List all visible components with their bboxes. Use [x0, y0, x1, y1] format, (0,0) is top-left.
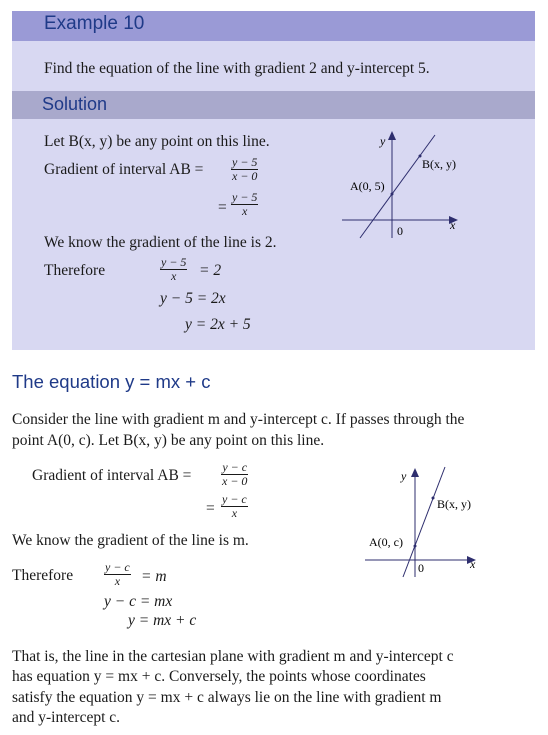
conclusion-line-4: and y-intercept c.: [12, 709, 121, 726]
solution-title: Solution: [42, 94, 108, 114]
section-y-axis-label: y: [401, 469, 407, 483]
section-x-axis-label: x: [470, 557, 476, 571]
section-y-axis-arrow-icon: [411, 468, 419, 477]
section-fraction-3-numerator: y − c: [105, 560, 130, 574]
fraction-1-numerator: y − 5: [232, 155, 258, 169]
example-problem: Find the equation of the line with gradient 2 and y-intercept 5.: [44, 60, 430, 77]
section-fraction-1: [221, 461, 248, 488]
section-point-b: [432, 497, 435, 500]
point-b-label: B(x, y): [422, 157, 456, 171]
fraction-3: [160, 256, 187, 283]
y-axis-arrow-icon: [388, 131, 396, 140]
conclusion-line-2: has equation y = mx + c. Conversely, the points whose coordinates: [12, 668, 426, 685]
fraction-2: [231, 191, 258, 218]
therefore-label: Therefore: [44, 262, 106, 279]
section-known-gradient: We know the gradient of the line is m.: [12, 532, 249, 549]
solution-line-1: Let B(x, y) be any point on this line.: [44, 133, 270, 150]
section-therefore-label: Therefore: [12, 567, 74, 584]
y-axis-label: y: [380, 134, 386, 148]
fraction-3-numerator: y − 5: [161, 255, 187, 269]
section-fraction-3: [104, 561, 131, 588]
example-title: Example 10: [44, 13, 145, 34]
section-graph: [365, 462, 495, 582]
section-fraction-2-numerator: y − c: [222, 492, 247, 506]
section-paragraph-line-1: Consider the line with gradient m and y-intercept c. If passes through the: [12, 411, 465, 428]
section-equals-sign: =: [206, 500, 215, 517]
equation-step-2: y − 5 = 2x: [160, 290, 226, 307]
section-fraction-1-numerator: y − c: [222, 460, 248, 474]
conclusion-line-1: That is, the line in the cartesian plane with gradient m and y-intercept c: [12, 648, 454, 665]
fraction-1-denominator: x − 0: [232, 169, 258, 183]
section-gradient-label: Gradient of interval AB =: [32, 467, 192, 484]
section-equation-step-3: y = mx + c: [128, 612, 197, 629]
section-point-a: [414, 545, 417, 548]
section-fraction-3-denominator: x: [114, 574, 121, 588]
section-fraction-2: [221, 493, 248, 520]
fraction-2-numerator: y − 5: [232, 190, 258, 204]
section-origin-label: 0: [418, 561, 424, 575]
section-point-b-label: B(x, y): [437, 497, 471, 511]
section-title: The equation y = mx + c: [12, 371, 211, 392]
fraction-2-denominator: x: [242, 204, 248, 218]
section-equation-step-2: y − c = mx: [104, 593, 173, 610]
conclusion-line-3: satisfy the equation y = mx + c always lie on the line with gradient m: [12, 689, 442, 706]
equation-rhs: = 2: [199, 262, 222, 279]
section-point-a-label: A(0, c): [369, 535, 403, 549]
section-fraction-1-denominator: x − 0: [222, 474, 248, 488]
fraction-1: [231, 156, 258, 183]
section-paragraph-line-2: point A(0, c). Let B(x, y) be any point on this line.: [12, 432, 325, 449]
gradient-label: Gradient of interval AB =: [44, 161, 204, 178]
x-axis-label: x: [450, 218, 456, 232]
point-a: [391, 193, 394, 196]
known-gradient-text: We know the gradient of the line is 2.: [44, 234, 277, 251]
origin-label: 0: [397, 224, 403, 238]
example-graph: [340, 128, 480, 243]
equation-step-3: y = 2x + 5: [185, 316, 251, 333]
equals-sign: =: [218, 199, 227, 216]
fraction-3-denominator: x: [171, 269, 177, 283]
point-a-label: A(0, 5): [350, 179, 385, 193]
section-fraction-2-denominator: x: [231, 506, 238, 520]
section-equation-rhs: = m: [141, 568, 167, 585]
